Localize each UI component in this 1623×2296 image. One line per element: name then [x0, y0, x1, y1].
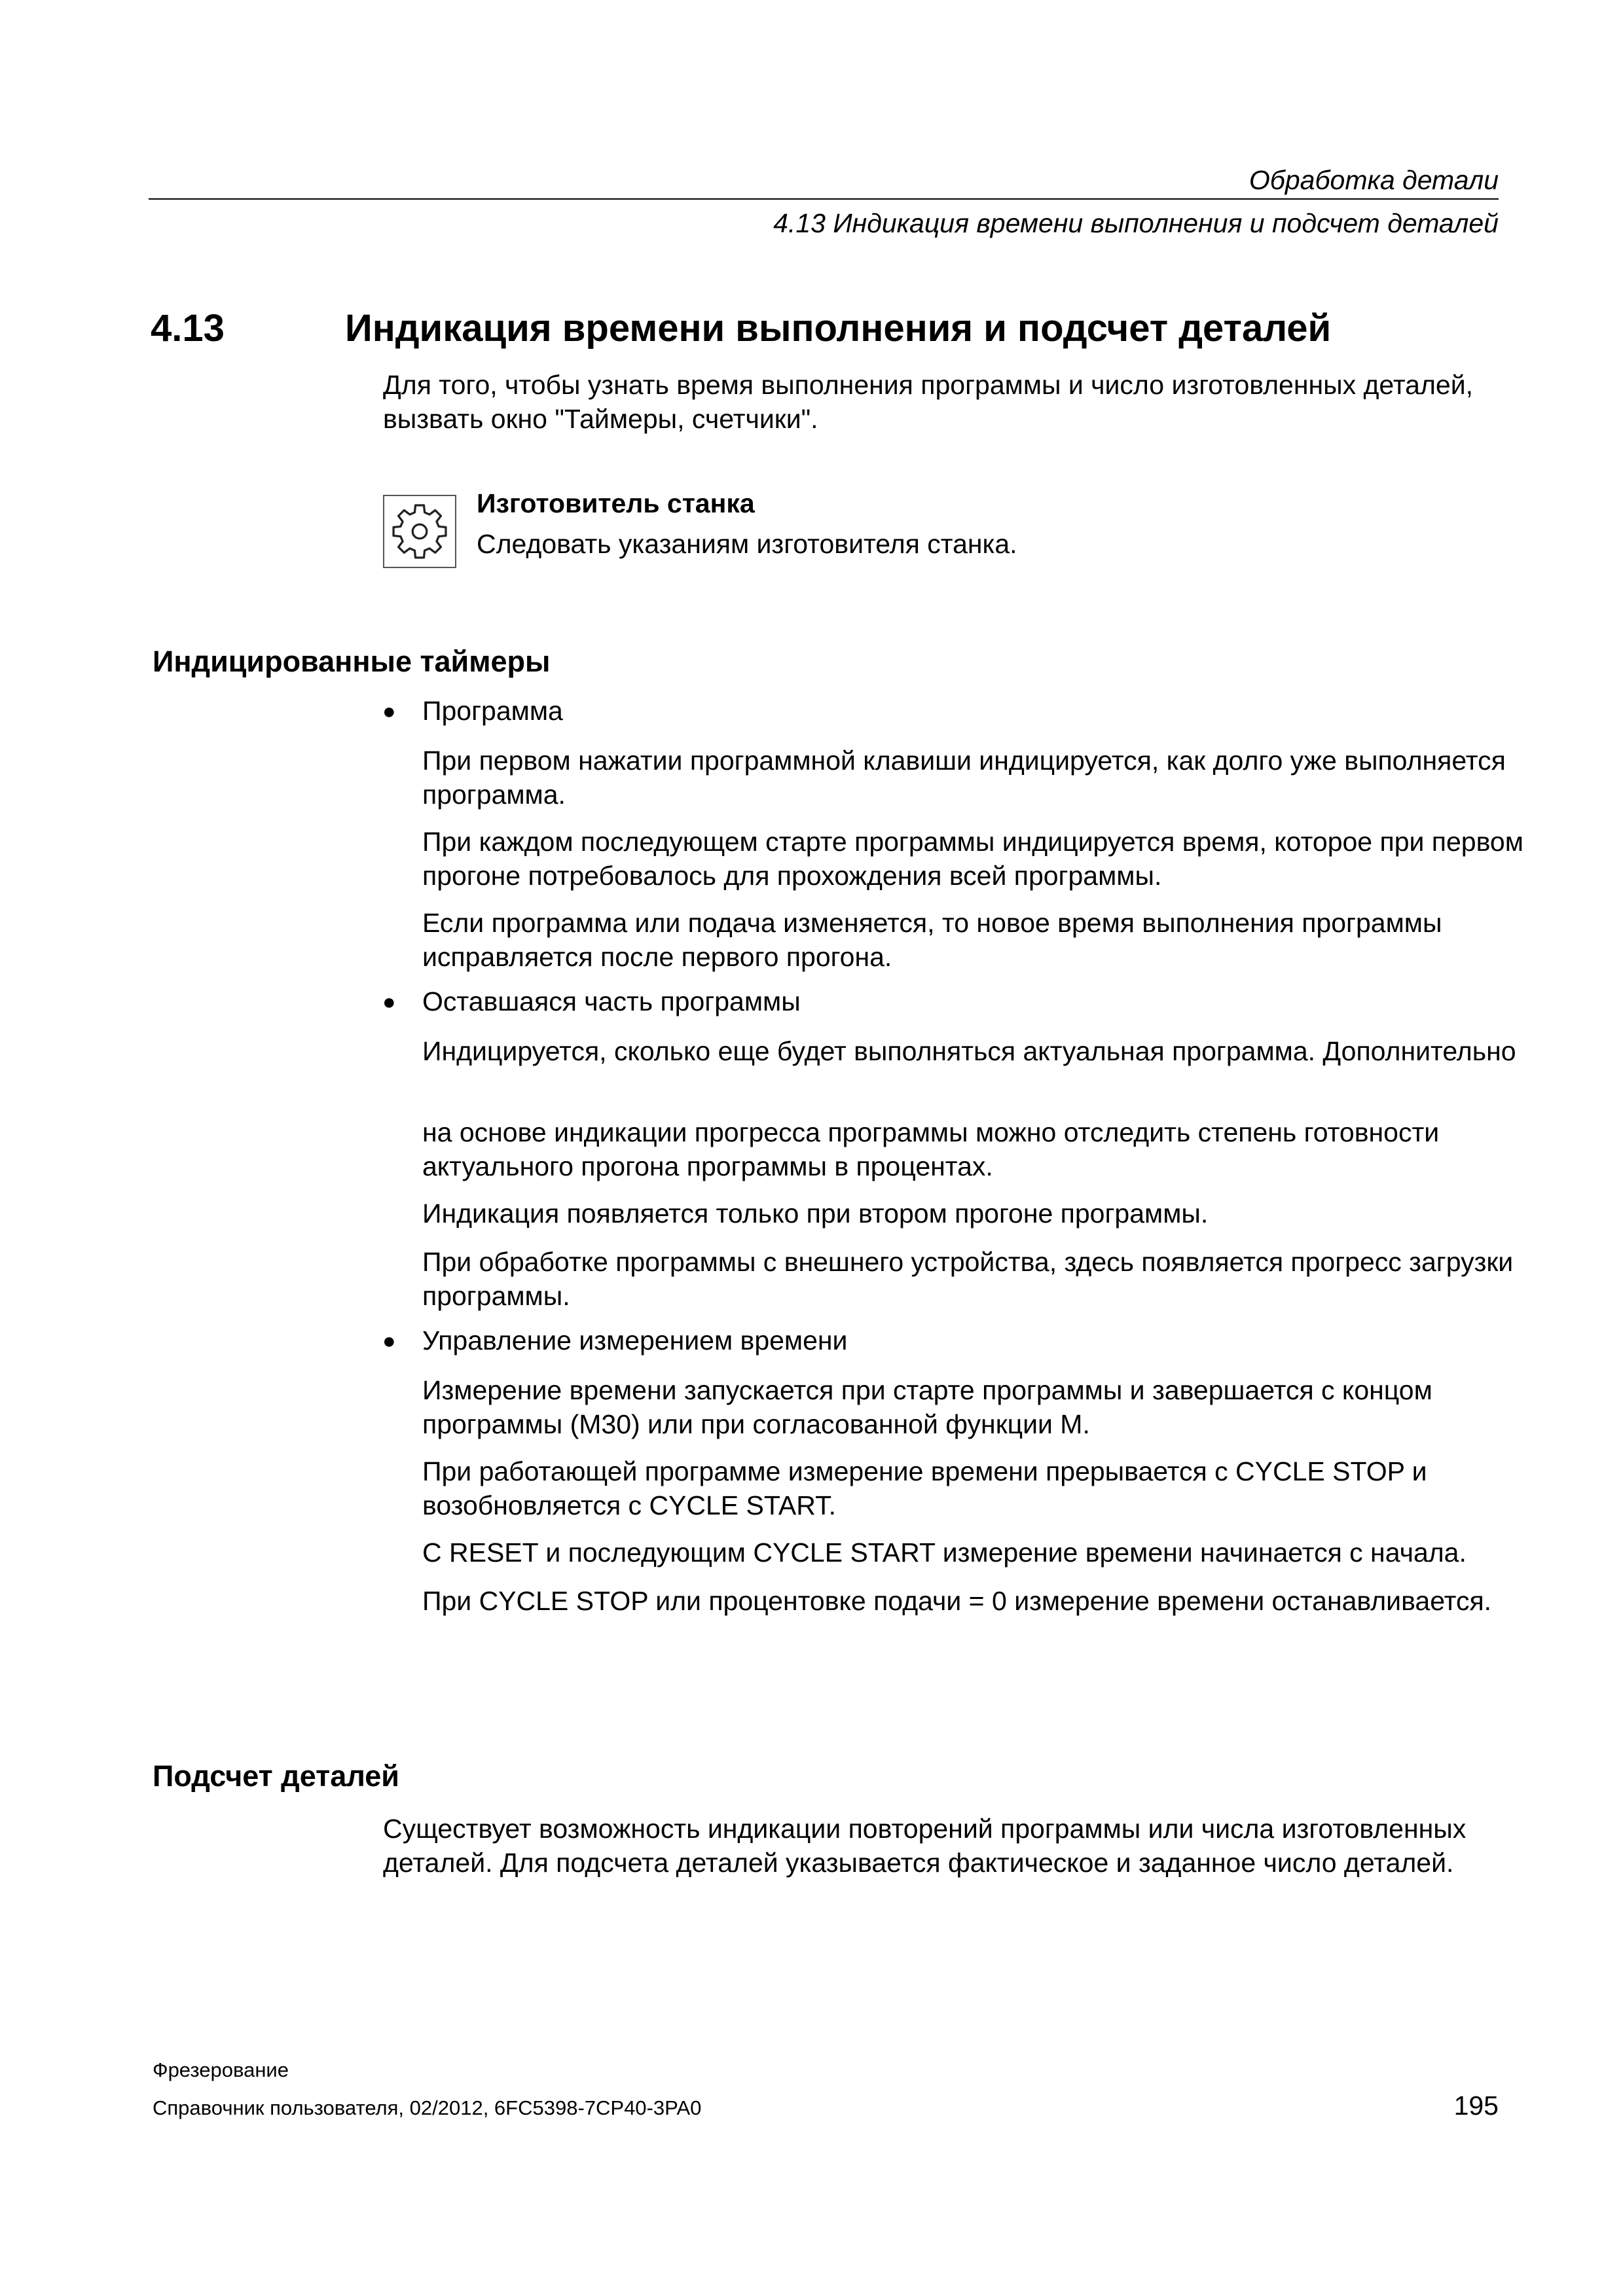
list-item-paragraph: Если программа или подача изменяется, то новое время выполнения программы исправляется после первого прогона. — [422, 908, 1442, 972]
parts-text: Существует возможность индикации повторений программы или числа изготовленных деталей. Для подсчета деталей указывается фактическое и заданное число деталей. — [383, 1814, 1467, 1878]
page-number: 195 — [1453, 2090, 1499, 2121]
list-item-paragraph: При каждом последующем старте программы индицируется время, которое при первом прогоне потребовалось для прохождения всей программы. — [422, 827, 1523, 891]
list-item-paragraph: на основе индикации прогресса программы можно отследить степень готовности актуального прогона программы в процентах. — [422, 1117, 1440, 1181]
header-rule — [149, 198, 1499, 200]
section-number: 4.13 — [151, 307, 225, 350]
list-item-paragraph: С RESET и последующим CYCLE START измерение времени начинается с начала. — [422, 1537, 1467, 1568]
list-item-label: Управление измерением времени — [422, 1325, 848, 1355]
bullet-icon: ● — [382, 990, 396, 1014]
timers-heading: Индицированные таймеры — [153, 645, 551, 678]
list-item-paragraph: Индикация появляется только при втором прогоне программы. — [422, 1198, 1209, 1229]
footer-product: Фрезерование — [153, 2058, 289, 2081]
footer-reference: Справочник пользователя, 02/2012, 6FC5398-7CP40-3PA0 — [153, 2096, 702, 2119]
bullet-icon: ● — [382, 699, 396, 724]
list-item-paragraph: При CYCLE STOP или процентовке подачи = 0 измерение времени останавливается. — [422, 1586, 1492, 1616]
list-item-paragraph: При первом нажатии программной клавиши индицируется, как долго уже выполняется программа. — [422, 745, 1506, 810]
list-item-label: Программа — [422, 696, 563, 726]
gear-icon — [383, 495, 456, 568]
list-item-paragraph: При обработке программы с внешнего устройства, здесь появляется прогресс загрузки программы. — [422, 1247, 1514, 1311]
running-header-chapter: Обработка детали — [1249, 165, 1499, 195]
list-item-paragraph: Измерение времени запускается при старте программы и завершается с концом программы (M30) или при согласованной функции M. — [422, 1375, 1432, 1439]
list-item-paragraph: При работающей программе измерение времени прерывается с CYCLE STOP и возобновляется с CYCLE START. — [422, 1456, 1427, 1520]
section-title: Индикация времени выполнения и подсчет деталей — [345, 307, 1332, 350]
section-intro: Для того, чтобы узнать время выполнения программы и число изготовленных деталей, вызвать окно "Таймеры, счетчики". — [383, 370, 1473, 434]
running-header-section: 4.13 Индикация времени выполнения и подсчет деталей — [773, 208, 1499, 238]
note-text: Следовать указаниям изготовителя станка. — [477, 529, 1017, 559]
list-item-paragraph: Индицируется, сколько еще будет выполняться актуальная программа. Дополнительно — [422, 1036, 1516, 1066]
bullet-icon: ● — [382, 1329, 396, 1354]
parts-heading: Подсчет деталей — [153, 1759, 399, 1793]
note-title: Изготовитель станка — [477, 488, 755, 518]
list-item-label: Оставшаяся часть программы — [422, 986, 801, 1016]
